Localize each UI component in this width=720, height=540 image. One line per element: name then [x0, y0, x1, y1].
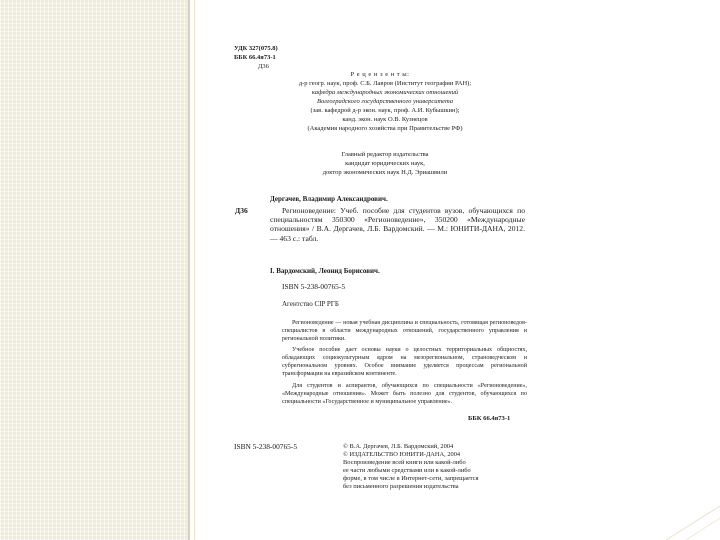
rights-line: без письменного разрешения издательства	[343, 483, 459, 490]
rights-line: Воспроизведение всей книги или какой-либо	[343, 459, 466, 466]
decorative-corner-lines	[660, 500, 720, 540]
bbk-code: ББК 66.4я73-1	[234, 54, 276, 61]
reviewer-line: д-р геогр. наук, проф. С.Б. Лавров (Институт географии РАН);	[298, 80, 472, 87]
record-isbn: ISBN 5-238-00765-5	[282, 282, 346, 291]
record-code: Д36	[235, 206, 248, 215]
udk-code: УДК 327(075.8)	[234, 45, 278, 52]
coauthor-heading: I. Вардомский, Леонид Борисович.	[270, 267, 380, 275]
author-heading: Дергачев, Владимир Александрович.	[270, 195, 388, 203]
copyright-line: © В.А. Дергачев, Л.Б. Вардомский, 2004	[343, 443, 454, 450]
abstract-paragraph: Регионоведение — новая учебная дисциплина и специальность, готовящая регионоведов-специалистов в области международных отношений, государственного управления и региональной политики.	[282, 320, 527, 342]
cip-agency: Агентство CIP РГБ	[282, 300, 339, 308]
editor-line: кандидат юридических наук,	[345, 160, 425, 167]
abstract-paragraph: Для студентов и аспирантов, обучающихся по специальности «Регионоведение», «Международные отношения». Может быть полезно для студентов, обучающихся по специальности «Государственное и муниципальное управление».	[282, 383, 527, 405]
abstract-paragraph: Учебное пособие дает основы науки о целостных территориальных общностях, обладающих социокультурным ядром на мезорегиональном, страноведческом и субрегиональном уровнях. Особое внимание уделяется процессам региональной трансформации на евразийском континенте.	[282, 347, 527, 377]
reviewers-heading: Р е ц е н з е н т ы:	[350, 71, 410, 78]
decorative-divider-line-thin	[194, 0, 195, 540]
bbk-code-bottom: ББК 66.4я73-1	[468, 415, 511, 422]
document-page	[230, 38, 526, 508]
editor-line: доктор экономических наук Н.Д. Эриашвили	[322, 169, 448, 176]
reviewer-line: канд. экон. наук О.В. Кузнецов	[342, 116, 428, 123]
author-mark: Д36	[258, 63, 269, 70]
copyright-line: © ИЗДАТЕЛЬСТВО ЮНИТИ-ДАНА, 2004	[343, 451, 461, 458]
record-description: Регионоведение: Учеб. пособие для студентов вузов, обучающихся по специальностям 350300 «Регионоведение», 350200 «Международные отношения» / В.А. Дергачев, Л.Б. Вардомский. — М.: ЮНИТИ-ДАНА, 2012. — 463 с.: табл.	[270, 206, 525, 243]
footer-isbn: ISBN 5-238-00765-5	[234, 442, 298, 451]
reviewer-line: (Академия народного хозяйства при Правительстве РФ)	[307, 125, 463, 132]
reviewer-line: Волгоградского государственного университета	[317, 98, 453, 105]
rights-line: ее части любыми средствами или в какой-либо	[343, 467, 471, 474]
reviewer-line: (зав. кафедрой д-р экон. наук, проф. А.И. Кубышкин);	[310, 107, 460, 114]
reviewer-line: кафедра международных экономических отношений	[311, 89, 459, 96]
rights-line: форме, в том числе в Интернет-сети, запрещается	[343, 475, 479, 482]
decorative-side-band	[0, 0, 188, 540]
decorative-divider-line	[188, 0, 190, 540]
editor-line: Главный редактор издательства	[341, 151, 429, 158]
